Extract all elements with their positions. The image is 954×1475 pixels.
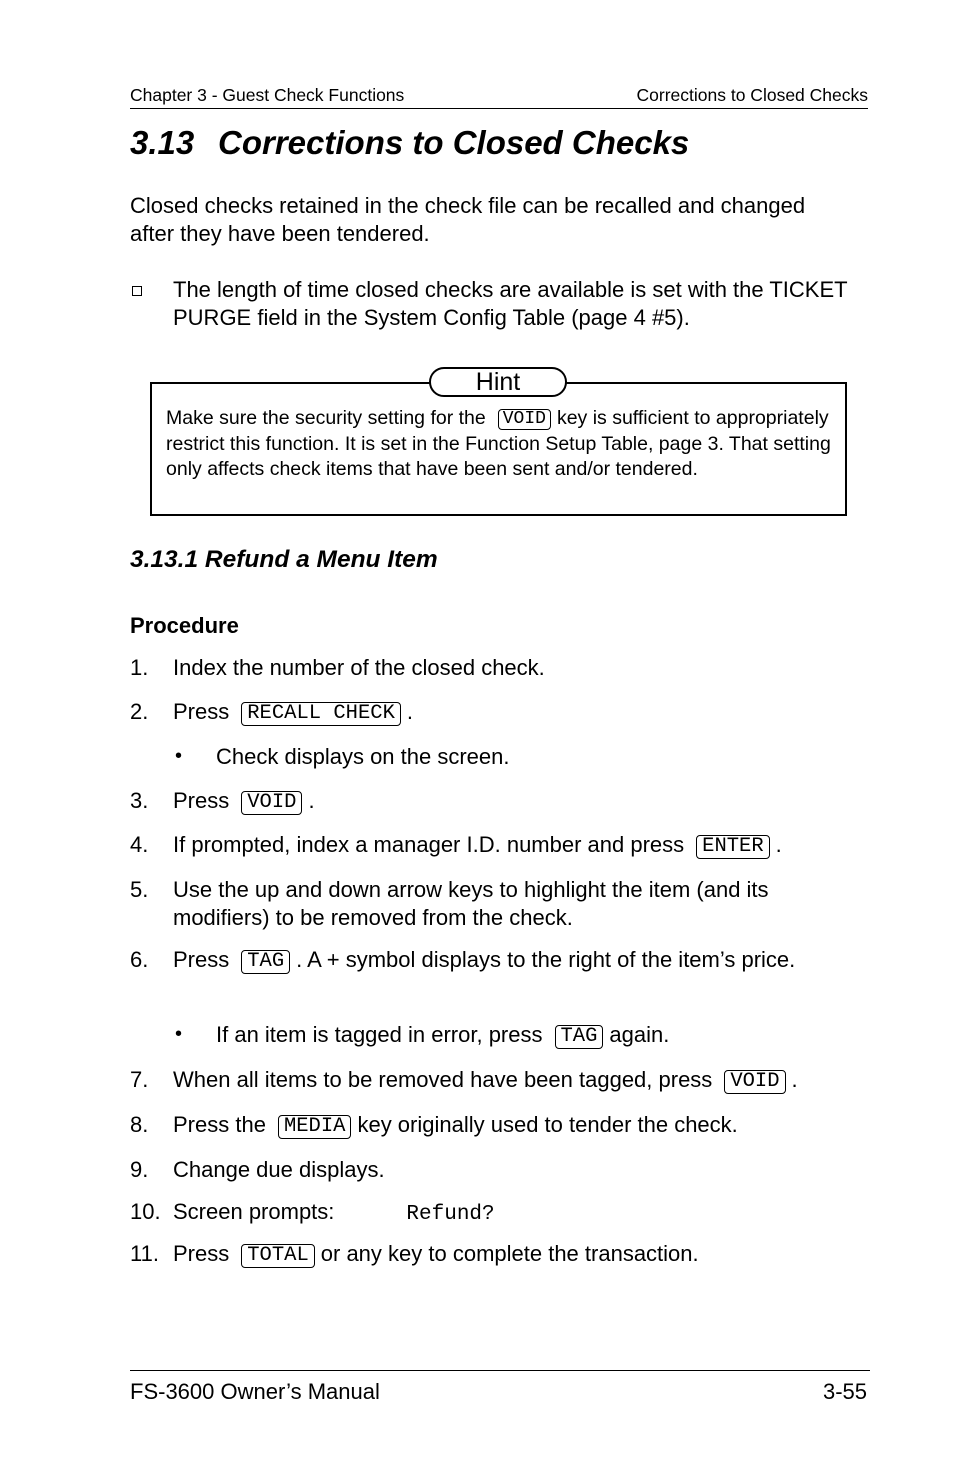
void-key-label: VOID bbox=[498, 409, 551, 430]
step-text: Press bbox=[173, 947, 230, 972]
recall-check-key-label: RECALL CHECK bbox=[241, 702, 401, 726]
checkbox-note-text: The length of time closed checks are available is set with the TICKET PURGE field in the System Config Table (page 4 #5). bbox=[173, 277, 848, 330]
step-text-after: or any key to complete the transaction. bbox=[320, 1241, 699, 1266]
procedure-step bbox=[130, 1240, 870, 1268]
void-key-label: VOID bbox=[724, 1070, 785, 1094]
step-number: 1. bbox=[130, 655, 149, 680]
page-number: 3-55 bbox=[822, 1379, 867, 1404]
bullet-dot-icon: • bbox=[175, 1023, 183, 1045]
step-number: 11. bbox=[130, 1241, 159, 1266]
step-bullet bbox=[173, 743, 863, 771]
step-text: Press bbox=[173, 1241, 230, 1266]
step-number: 9. bbox=[130, 1157, 149, 1182]
step-number: 4. bbox=[130, 832, 149, 857]
step-number: 7. bbox=[130, 1067, 149, 1092]
step-text-after: key originally used to tender the check. bbox=[357, 1112, 738, 1137]
step-number: 10. bbox=[130, 1199, 161, 1224]
step-text-after: . bbox=[775, 832, 782, 857]
procedure-label: Procedure bbox=[130, 613, 239, 638]
tag-key-label: TAG bbox=[241, 950, 290, 974]
procedure-step bbox=[130, 1111, 870, 1139]
procedure-step bbox=[130, 1198, 870, 1229]
procedure-step bbox=[130, 1066, 870, 1094]
procedure-step bbox=[130, 946, 870, 974]
bullet-text: Check displays on the screen. bbox=[216, 744, 510, 769]
step-number: 2. bbox=[130, 699, 149, 724]
step-text: Use the up and down arrow keys to highlight the item (and its modifiers) to be removed from the check. bbox=[173, 877, 769, 930]
step-text-after: . A + symbol displays to the right of the item’s price. bbox=[296, 947, 796, 972]
screen-prompt-text: Refund? bbox=[406, 1203, 495, 1226]
step-text: Change due displays. bbox=[173, 1157, 385, 1182]
step-bullet bbox=[173, 1021, 863, 1049]
step-text: Index the number of the closed check. bbox=[173, 655, 545, 680]
step-text: When all items to be removed have been tagged, press bbox=[173, 1067, 713, 1092]
step-text: Screen prompts: bbox=[173, 1199, 335, 1224]
procedure-step bbox=[130, 876, 870, 931]
void-key-label: VOID bbox=[241, 791, 302, 815]
header-section: Corrections to Closed Checks bbox=[636, 85, 868, 105]
hint-text-start: Make sure the security setting for the bbox=[166, 407, 486, 429]
bullet-text: If an item is tagged in error, press bbox=[216, 1022, 543, 1047]
section-title-text: Corrections to Closed Checks bbox=[218, 124, 690, 161]
step-text: If prompted, index a manager I.D. number and press bbox=[173, 832, 685, 857]
running-footer bbox=[130, 1370, 870, 1404]
hint-text bbox=[166, 406, 836, 483]
procedure-step bbox=[130, 654, 870, 682]
section-title bbox=[130, 122, 689, 164]
step-text: Press bbox=[173, 788, 230, 813]
footer-manual-title: FS-3600 Owner’s Manual bbox=[130, 1379, 380, 1404]
checkbox-bullet-icon bbox=[132, 286, 142, 296]
hint-text-end: key is sufficient to appropriately restrict this function. It is set in the Function Setup Table, page 3. That setting only affects check items that have been sent and/or tendered. bbox=[166, 407, 831, 480]
hint-label: Hint bbox=[429, 367, 567, 397]
step-text: Press bbox=[173, 699, 230, 724]
running-header bbox=[130, 84, 868, 109]
bullet-text-after: again. bbox=[609, 1022, 670, 1047]
procedure-step bbox=[130, 831, 870, 859]
procedure-step bbox=[130, 787, 870, 815]
checkbox-note bbox=[130, 276, 870, 331]
section-number: 3.13 bbox=[130, 124, 195, 161]
intro-paragraph: Closed checks retained in the check file can be recalled and changed after they have been tendered. bbox=[130, 193, 806, 246]
step-text: Press the bbox=[173, 1112, 266, 1137]
procedure-step bbox=[130, 1156, 870, 1184]
enter-key-label: ENTER bbox=[696, 835, 770, 859]
step-number: 8. bbox=[130, 1112, 149, 1137]
tag-key-label: TAG bbox=[555, 1025, 604, 1049]
procedure-step bbox=[130, 698, 870, 726]
step-number: 3. bbox=[130, 788, 149, 813]
bullet-dot-icon: • bbox=[175, 745, 183, 767]
step-text-after: . bbox=[308, 788, 315, 813]
total-key-label: TOTAL bbox=[241, 1244, 315, 1268]
subsection-title: 3.13.1 Refund a Menu Item bbox=[130, 546, 438, 573]
step-text-after: . bbox=[406, 699, 413, 724]
step-number: 5. bbox=[130, 877, 149, 902]
media-key-label: MEDIA bbox=[278, 1115, 352, 1139]
header-chapter: Chapter 3 - Guest Check Functions bbox=[130, 85, 405, 105]
hint-box bbox=[150, 368, 847, 516]
step-number: 6. bbox=[130, 947, 149, 972]
step-text-after: . bbox=[791, 1067, 798, 1092]
